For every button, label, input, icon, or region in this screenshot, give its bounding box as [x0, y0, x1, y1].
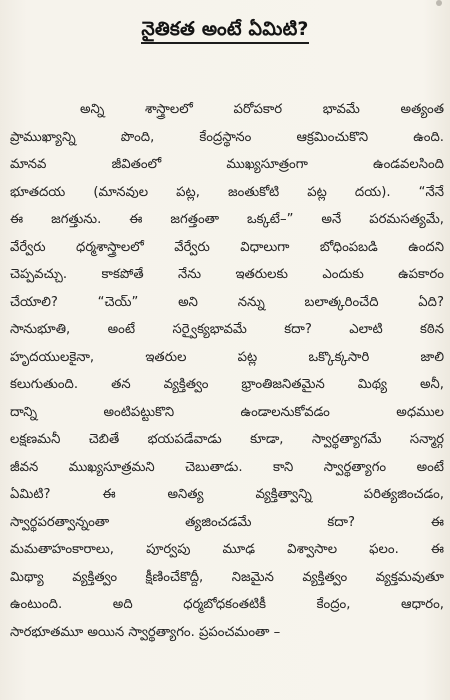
text-line: మిథ్యా వ్యక్తిత్వం క్షీణించేకొద్దీ, నిజమైన వ్యక్తిత్వం వ్యక్తమవుతూ [10, 569, 444, 585]
text-line: జీవన ముఖ్యసూత్రమని చెబుతాడు. కాని స్వార్థత్యాగం అంటే [10, 459, 444, 475]
text-line: సానుభూతి, అంటే సర్వైక్యభావమే కదా? ఎలాటి కఠిన [10, 322, 444, 337]
text-line: చెప్పవచ్చు. కాకపోతే నేను ఇతరులకు ఎందుకు ఉపకారం [10, 267, 444, 282]
page-title-text: నైతికత అంటే ఏమిటి? [141, 18, 308, 44]
text-line: ఏమిటి? ఈ అనిత్య వ్యక్తిత్వాన్ని పరిత్యజించడం, [10, 487, 444, 502]
text-line: కలుగుతుంది. తన వ్యక్తిత్వం భ్రాంతిజనితమైన మిథ్య అనీ, [10, 377, 444, 392]
text-line: మానవ జీవితంలో ముఖ్యసూత్రంగా ఉండవలసింది [10, 157, 444, 172]
text-line: ఉంటుంది. అది ధర్మబోధకంతటికీ కేంద్రం, ఆధారం, [10, 597, 444, 612]
page-corner-mark [436, 0, 442, 6]
text-line: హృదయులకైనా, ఇతరుల పట్ల ఒక్కొక్కసారి జాలి [10, 349, 444, 365]
page-title [0, 16, 450, 42]
text-line: సారభూతమూ అయిన స్వార్థత్యాగం. ప్రపంచమంతా – [10, 624, 281, 640]
text-line: అన్ని శాస్త్రాలలో పరోపకార భావమే అత్యంత [80, 102, 444, 117]
text-line: చేయాలి? “చెయ్” అని నన్ను బలాత్కరించేది ఏది? [10, 294, 444, 310]
text-line: వేర్వేరు ధర్మశాస్త్రాలలో వేర్వేరు విధాలుగా బోధింపబడి ఉందని [10, 239, 444, 255]
text-line: దాన్ని అంటిపట్టుకొని ఉండాలనుకోవడం అధముల [10, 404, 444, 420]
text-line: భూతదయ (మానవుల పట్ల, జంతుకోటి పట్ల దయ). “నేనే [10, 184, 444, 200]
body-paragraph [10, 96, 444, 646]
text-line: లక్షణమనీ చెబితే భయపడేవాడు కూడా, స్వార్థత్యాగమే సన్మార్గ [10, 432, 444, 447]
text-line: ప్రాముఖ్యాన్ని పొంది, కేంద్రస్థానం ఆక్రమించుకొని ఉంది. [10, 129, 444, 145]
text-line: ఈ జగత్తును. ఈ జగత్తంతా ఒక్కటే–” అనే పరమసత్యమే, [10, 212, 444, 227]
text-line: స్వార్థపరత్వాన్నంతా త్యజించడమే కదా? ఈ [10, 514, 444, 530]
text-line: మమతాహంకారాలు, పూర్వపు మూఢ విశ్వాసాల ఫలం. ఈ [10, 542, 444, 557]
